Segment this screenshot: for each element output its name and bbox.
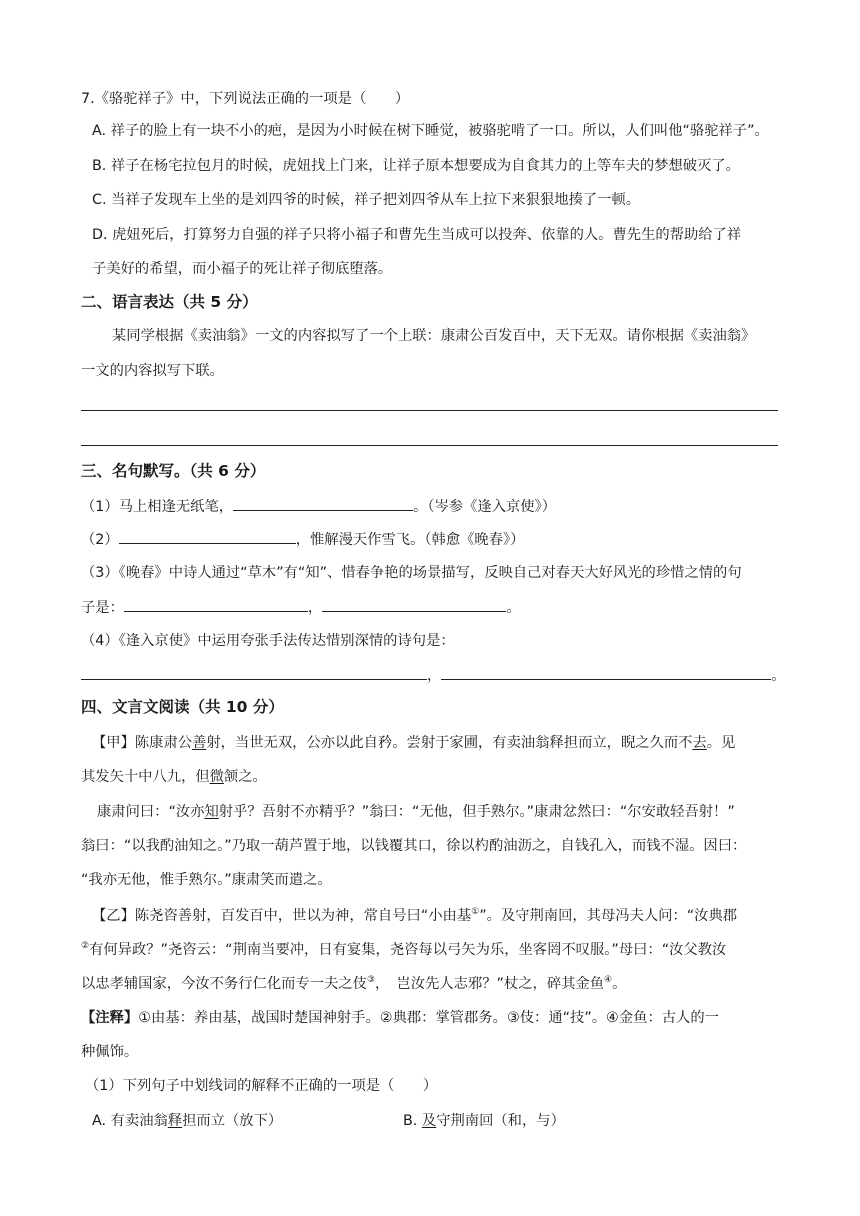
- text-span: 陈康肃公: [134, 735, 193, 751]
- text-span: ”。及守荆南回，其母冯夫人问：“汝典郡: [479, 908, 738, 924]
- s3-period: 。: [506, 600, 521, 616]
- text-span: 以忠孝辅国家，今汝不务行仁化而专一夫之伎: [81, 976, 367, 992]
- underlined-word: 知: [204, 804, 219, 820]
- s3-comma-2: ，: [427, 668, 442, 684]
- text-span: ①由基：养由基，战国时楚国神射手。②典郡：掌管郡务。③伎：通“技”。④金鱼：古人的一: [138, 1010, 719, 1026]
- notes-tag: 【注释】: [81, 1010, 139, 1026]
- fill-blank: [322, 597, 506, 612]
- section-2-heading: 二、语言表达（共 5 分）: [81, 293, 258, 311]
- underlined-word: 释: [167, 1113, 183, 1129]
- answer-line-1: [81, 410, 778, 411]
- underlined-word: 及: [421, 1113, 437, 1129]
- text-span: A. 有卖油翁: [92, 1113, 168, 1129]
- section-3-heading: 三、名句默写。（共 6 分）: [81, 462, 266, 480]
- jia-line-2: [81, 767, 267, 787]
- section-4-heading: 四、文言文阅读（共 10 分）: [81, 698, 284, 716]
- q7-option-d-line2: 子美好的希望，而小福子的死让祥子彻底堕落。: [92, 261, 393, 277]
- notes-line-2: 种佩饰。: [81, 1044, 139, 1060]
- fill-blank: [441, 665, 771, 680]
- notes-line-1: [81, 1008, 719, 1028]
- section-2-prompt-line1: 某同学根据《卖油翁》一文的内容拟写了一个上联：康肃公百发百中，天下无双。请你根据《卖油翁》: [112, 328, 756, 344]
- text-span: 守荆南回（和，与）: [436, 1113, 565, 1129]
- yi-line-2: [81, 940, 726, 960]
- s3-item-3-line2: [81, 597, 520, 618]
- text-span: 颔之。: [223, 769, 267, 785]
- jia-line-1: [92, 733, 735, 753]
- s3-item-2: [81, 529, 524, 550]
- s3-item-3-lead: 子是：: [81, 600, 124, 616]
- underlined-word: 微: [209, 769, 224, 785]
- yi-line-1: [92, 906, 737, 926]
- yi-line-3: [81, 974, 626, 994]
- fill-blank: [119, 529, 296, 544]
- text-span: 陈尧咨善射，百发百中，世以为神，常自号曰“小由基: [134, 908, 472, 924]
- answer-line-2: [81, 445, 778, 446]
- text-span: B.: [403, 1113, 422, 1129]
- yi-tag: 【乙】: [92, 908, 135, 924]
- jia-tag: 【甲】: [92, 735, 135, 751]
- text-span: 。: [612, 976, 627, 992]
- text-span: 射，当世无双，公亦以此自矜。尝射于家圃，有卖油翁释担而立，睨之久而不: [206, 735, 693, 751]
- q7-stem: 7.《骆驼祥子》中，下列说法正确的一项是（ ）: [81, 91, 410, 107]
- text-span: 其发矢十中八九，但: [81, 769, 210, 785]
- text-span: 射乎？吾射不亦精乎？”翁曰：“无他，但手熟尔。”康肃忿然曰：“尔安敢轻吾射！”: [218, 804, 735, 820]
- section-2-prompt-line2: 一文的内容拟写下联。: [81, 363, 224, 379]
- text-span: 有何异政？”尧咨云：“荆南当要冲，日有宴集，尧咨每以弓矢为乐，坐客罔不叹服。”母曰：“汝父教汝: [89, 942, 727, 958]
- text-span: 康肃问曰：“汝亦: [97, 804, 205, 820]
- q7-option-c: C. 当祥子发现车上坐的是刘四爷的时候，祥子把刘四爷从车上拉下来狠狠地揍了一顿。: [92, 192, 641, 208]
- s3-item-2-num: （2）: [81, 532, 119, 548]
- note-marker: ④: [604, 975, 613, 986]
- note-marker: ①: [471, 907, 480, 918]
- fill-blank: [81, 665, 427, 680]
- q7-option-a: A. 祥子的脸上有一块不小的疤，是因为小时候在树下睡觉，被骆驼啃了一口。所以，人们叫他“骆驼祥子”。: [92, 123, 769, 139]
- jia-line-4: 翁曰：“以我酌油知之。”乃取一葫芦置于地，以钱覆其口，徐以杓酌油沥之，自钱孔入，而钱不湿。因曰：: [81, 838, 747, 854]
- text-span: ， 岂汝先人志邪？”杖之，碎其金鱼: [375, 976, 605, 992]
- underlined-word: 善: [192, 735, 207, 751]
- s4-sub-question-1: （1）下列句子中划线词的解释不正确的一项是（ ）: [85, 1078, 438, 1094]
- q7-option-b: B. 祥子在杨宅拉包月的时候，虎妞找上门来，让祥子原本想要成为自食其力的上等车夫的梦想破灭了。: [92, 158, 740, 174]
- s3-item-2-text: ，惟解漫天作雪飞。（韩愈《晚春》）: [295, 532, 525, 548]
- fill-blank: [124, 597, 308, 612]
- note-marker: ②: [81, 941, 90, 952]
- text-span: 。见: [706, 735, 736, 751]
- note-marker: ③: [366, 975, 376, 986]
- jia-line-5: “我亦无他，惟手熟尔。”康肃笑而遣之。: [81, 872, 332, 888]
- s3-item-4-line1: （4）《逢入京使》中运用夸张手法传达惜别深情的诗句是：: [81, 633, 455, 649]
- s3-period-2: 。: [771, 668, 786, 684]
- s4-option-b: [403, 1111, 565, 1131]
- fill-blank: [233, 496, 413, 511]
- s3-comma: ，: [307, 600, 323, 616]
- s3-item-1-source: 。（岑参《逢入京使》）: [413, 499, 557, 515]
- s3-item-1-text: （1）马上相逢无纸笔，: [81, 499, 234, 515]
- s3-item-1: [81, 496, 556, 517]
- text-span: 担而立（放下）: [182, 1113, 283, 1129]
- underlined-word: 去: [692, 735, 707, 751]
- s4-option-a: [92, 1111, 282, 1131]
- s3-item-3-line1: （3）《晚春》中诗人通过“草木”有“知”、惜春争艳的场景描写，反映自己对春天大好风光的珍惜之情的句: [81, 565, 742, 581]
- jia-line-3: [97, 802, 735, 822]
- s3-item-4-line2: [81, 665, 786, 686]
- q7-option-d-line1: D. 虎妞死后，打算努力自强的祥子只将小福子和曹先生当成可以投奔、依靠的人。曹先生的帮助给了祥: [92, 227, 742, 243]
